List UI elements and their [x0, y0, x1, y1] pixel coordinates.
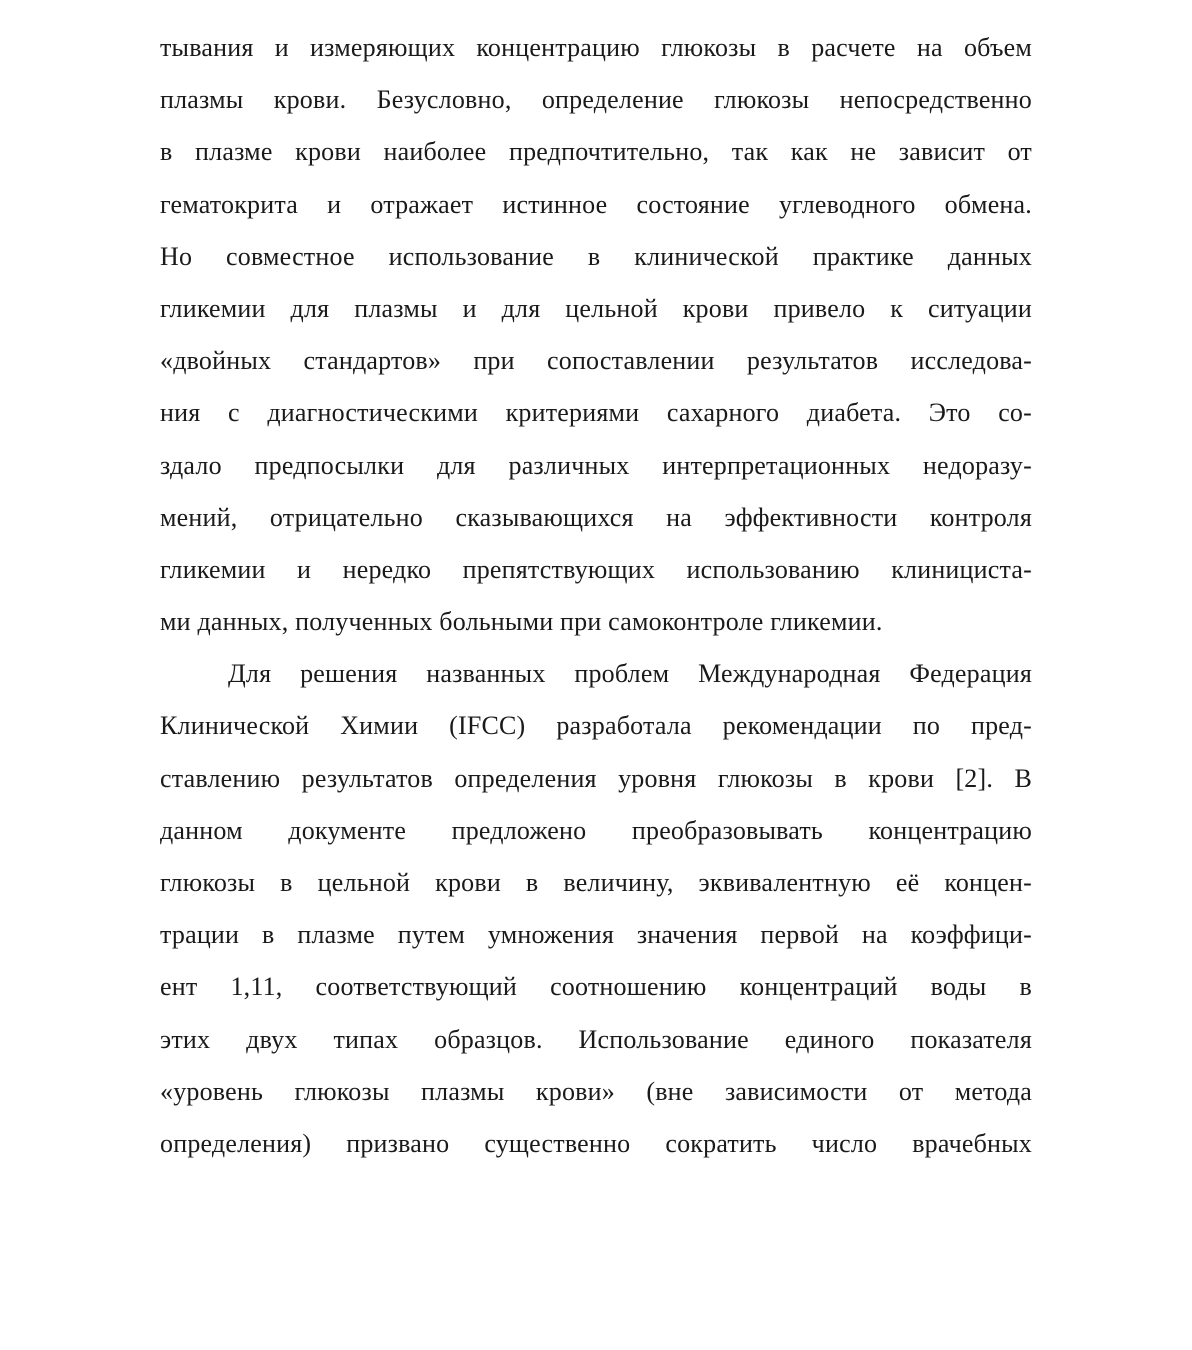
text-line: «уровень глюкозы плазмы крови» (вне зависимости от метода: [160, 1076, 1032, 1106]
text-line: ми данных, полученных больными при самоконтроле гликемии.: [160, 607, 883, 637]
text-line: этих двух типах образцов. Использование единого показателя: [160, 1024, 1032, 1054]
text-line: тывания и измеряющих концентрацию глюкозы в расчете на объем: [160, 33, 1032, 62]
text-line: плазмы крови. Безусловно, определение глюкозы непосредственно: [160, 85, 1032, 115]
text-line: ставлению результатов определения уровня глюкозы в крови [2]. В: [160, 763, 1032, 793]
paragraph-first-line: Для решения названных проблем Международная Федерация: [228, 659, 1032, 689]
text-line: гематокрита и отражает истинное состояние углеводного обмена.: [160, 189, 1032, 219]
text-line: ния с диагностическими критериями сахарного диабета. Это со-: [160, 398, 1032, 428]
text-line: гликемии и нередко препятствующих использованию клинициста-: [160, 554, 1032, 584]
text-line: ент 1,11, соответствующий соотношению концентраций воды в: [160, 972, 1032, 1002]
text-line: трации в плазме путем умножения значения первой на коэффици-: [160, 920, 1032, 950]
text-line: глюкозы в цельной крови в величину, эквивалентную её концен-: [160, 868, 1032, 897]
body-text: [160, 22, 1032, 1170]
text-line: определения) призвано существенно сократить число врачебных: [160, 1128, 1032, 1158]
text-line: здало предпосылки для различных интерпретационных недоразу-: [160, 450, 1032, 480]
text-line: данном документе предложено преобразовывать концентрацию: [160, 815, 1032, 845]
text-line: «двойных стандартов» при сопоставлении результатов исследова-: [160, 346, 1032, 376]
text-line: гликемии для плазмы и для цельной крови привело к ситуации: [160, 293, 1032, 323]
text-line: Но совместное использование в клинической практике данных: [160, 241, 1032, 271]
text-line: в плазме крови наиболее предпочтительно, так как не зависит от: [160, 137, 1032, 167]
text-line: Клинической Химии (IFCC) разработала рекомендации по пред-: [160, 711, 1032, 741]
text-line: мений, отрицательно сказывающихся на эффективности контроля: [160, 502, 1032, 532]
